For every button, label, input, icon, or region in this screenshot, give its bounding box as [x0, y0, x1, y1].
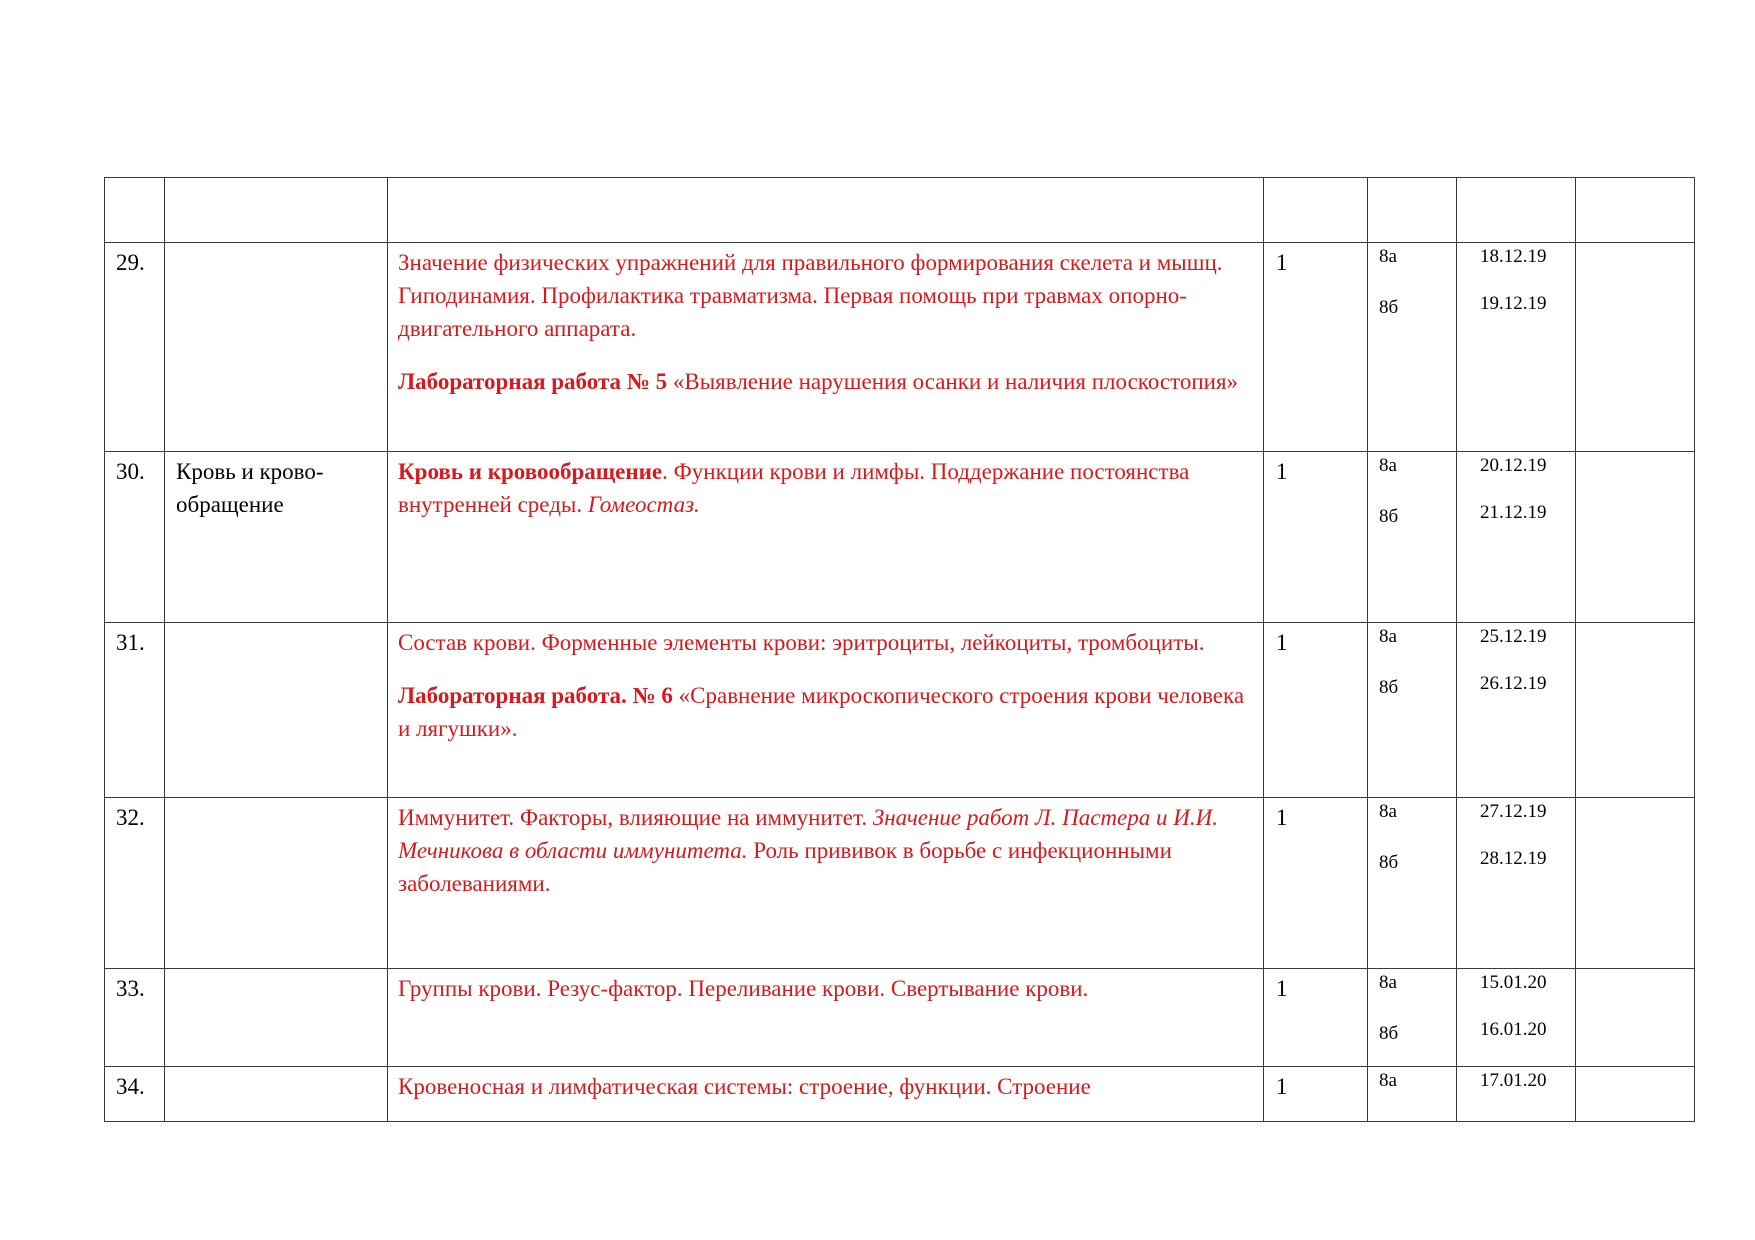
- lesson-number: 32.: [116, 805, 145, 830]
- lesson-date: 16.01.20: [1480, 1019, 1547, 1040]
- topic-paragraph: [398, 801, 1253, 900]
- cell-num: [105, 1067, 165, 1122]
- cell-num: [105, 969, 165, 1067]
- class-label: 8б: [1379, 677, 1399, 698]
- cell-class: [1368, 623, 1457, 798]
- lesson-date: 21.12.19: [1480, 502, 1547, 523]
- cell-num: [105, 452, 165, 623]
- class-label: 8б: [1379, 1023, 1399, 1044]
- cell-class: [1368, 1067, 1457, 1122]
- cell-topic: [388, 243, 1264, 452]
- cell-hours: [1264, 243, 1368, 452]
- cell-class: [1368, 243, 1457, 452]
- cell-section: [165, 623, 388, 798]
- table-row: [105, 243, 1695, 452]
- cell-topic: [388, 1067, 1264, 1122]
- lesson-date: 17.01.20: [1480, 1070, 1547, 1091]
- lesson-number: 30.: [116, 459, 145, 484]
- section-title: [165, 1067, 387, 1070]
- table-row: [105, 178, 1695, 243]
- topic-italic: Гомеостаз.: [587, 492, 700, 517]
- cell-note: [1576, 969, 1695, 1067]
- cell-date: [1457, 798, 1576, 969]
- topic-text: Роль прививок в борьбе с инфекционными заболеваниями.: [398, 838, 1172, 896]
- cell-topic: [388, 623, 1264, 798]
- topic-bold: Кровь и кровообращение: [398, 459, 663, 484]
- cell-section: [165, 452, 388, 623]
- lesson-topic: [388, 1067, 1263, 1103]
- lesson-date: 27.12.19: [1480, 801, 1547, 822]
- topic-paragraph: [398, 365, 1253, 398]
- cell-class: [1368, 452, 1457, 623]
- table-row: [105, 452, 1695, 623]
- hours-count: 1: [1276, 250, 1288, 275]
- cell-hours: [1264, 969, 1368, 1067]
- hours-count: 1: [1276, 459, 1288, 484]
- section-title: Кровь и крово-обращение: [176, 459, 324, 517]
- table-row: [105, 798, 1695, 969]
- section-title: [165, 798, 387, 801]
- cell-topic: [388, 452, 1264, 623]
- lesson-topic: [388, 798, 1263, 900]
- lesson-number: 34.: [116, 1074, 145, 1099]
- topic-text: Иммунитет. Факторы, влияющие на иммунитет.: [398, 805, 873, 830]
- cell-topic: [388, 178, 1264, 243]
- class-label: 8а: [1379, 1070, 1397, 1091]
- cell-topic: [388, 798, 1264, 969]
- cell-note: [1576, 1067, 1695, 1122]
- cell-hours: [1264, 1067, 1368, 1122]
- section-title: [165, 623, 387, 626]
- cell-date: [1457, 243, 1576, 452]
- cell-section: [165, 243, 388, 452]
- lesson-topic: [388, 452, 1263, 521]
- lesson-topic: [388, 969, 1263, 1005]
- cell-num: [105, 243, 165, 452]
- cell-section: [165, 178, 388, 243]
- cell-note: [1576, 798, 1695, 969]
- section-title: [165, 969, 387, 972]
- hours-count: 1: [1276, 805, 1288, 830]
- lesson-topic: [388, 623, 1263, 745]
- cell-hours: [1264, 452, 1368, 623]
- cell-section: [165, 969, 388, 1067]
- hours-count: 1: [1276, 976, 1288, 1001]
- table-row: [105, 1067, 1695, 1122]
- topic-paragraph: Значение физических упражнений для правильного формирования скелета и мышц. Гиподинамия. Профилактика травматизма. Первая помощь при травмах опорно-двигательного аппарата.: [398, 250, 1223, 341]
- cell-num: [105, 178, 165, 243]
- topic-paragraph: Кровеносная и лимфатическая системы: строение, функции. Строение: [398, 1074, 1091, 1099]
- class-label: 8а: [1379, 626, 1397, 647]
- table-row: [105, 623, 1695, 798]
- topic-paragraph: Состав крови. Форменные элементы крови: эритроциты, лейкоциты, тромбоциты.: [398, 630, 1205, 655]
- cell-topic: [388, 969, 1264, 1067]
- cell-note: [1576, 178, 1695, 243]
- class-label: 8б: [1379, 852, 1399, 873]
- hours-count: 1: [1276, 630, 1288, 655]
- lab-work-title: Лабораторная работа № 5: [398, 369, 668, 394]
- lab-work-text: «Сравнение микроскопического строения крови человека и лягушки».: [398, 683, 1245, 741]
- lesson-plan-table: [104, 177, 1695, 1122]
- cell-date: [1457, 969, 1576, 1067]
- topic-paragraph: [398, 679, 1253, 745]
- class-label: 8а: [1379, 972, 1397, 993]
- lesson-number: 31.: [116, 630, 145, 655]
- cell-num: [105, 623, 165, 798]
- lesson-date: 28.12.19: [1480, 848, 1547, 869]
- lesson-number: 29.: [116, 250, 145, 275]
- lesson-date: 26.12.19: [1480, 673, 1547, 694]
- lesson-date: 15.01.20: [1480, 972, 1547, 993]
- lesson-number: 33.: [116, 976, 145, 1001]
- lab-work-text: «Выявление нарушения осанки и наличия плоскостопия»: [667, 369, 1239, 394]
- lesson-date: 19.12.19: [1480, 293, 1547, 314]
- cell-note: [1576, 623, 1695, 798]
- section-title: [165, 243, 387, 246]
- cell-date: [1457, 452, 1576, 623]
- class-label: 8б: [1379, 297, 1399, 318]
- class-label: 8б: [1379, 506, 1399, 527]
- cell-num: [105, 798, 165, 969]
- class-label: 8а: [1379, 801, 1397, 822]
- cell-note: [1576, 452, 1695, 623]
- lesson-topic: [388, 243, 1263, 398]
- cell-class: [1368, 798, 1457, 969]
- cell-hours: [1264, 798, 1368, 969]
- lesson-date: 25.12.19: [1480, 626, 1547, 647]
- cell-class: [1368, 969, 1457, 1067]
- lab-work-title: Лабораторная работа. № 6: [398, 683, 673, 708]
- hours-count: 1: [1276, 1074, 1288, 1099]
- lesson-date: 18.12.19: [1480, 246, 1547, 267]
- cell-date: [1457, 178, 1576, 243]
- topic-text: . Функции крови и лимфы. Поддержание постоянства внутренней среды.: [398, 459, 1190, 517]
- cell-section: [165, 1067, 388, 1122]
- topic-italic: Значение работ Л. Пастера и И.И. Мечникова в области иммунитета.: [398, 805, 1218, 863]
- cell-date: [1457, 623, 1576, 798]
- topic-paragraph: Группы крови. Резус-фактор. Переливание крови. Свертывание крови.: [398, 976, 1089, 1001]
- cell-section: [165, 798, 388, 969]
- class-label: 8а: [1379, 455, 1397, 476]
- lesson-date: 20.12.19: [1480, 455, 1547, 476]
- cell-class: [1368, 178, 1457, 243]
- cell-note: [1576, 243, 1695, 452]
- cell-hours: [1264, 178, 1368, 243]
- class-label: 8а: [1379, 246, 1397, 267]
- topic-paragraph: [398, 455, 1253, 521]
- cell-hours: [1264, 623, 1368, 798]
- table-row: [105, 969, 1695, 1067]
- cell-date: [1457, 1067, 1576, 1122]
